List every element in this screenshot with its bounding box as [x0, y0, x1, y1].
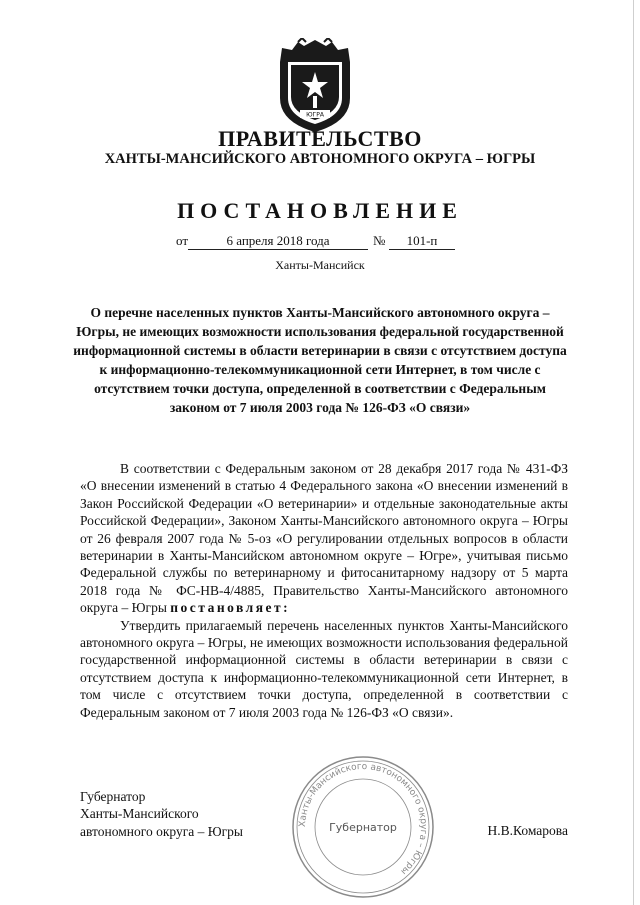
body-paragraph-2: Утвердить прилагаемый перечень населенных пунктов Ханты-Мансийского автономного округа – Югры, не имеющих возможности использования федеральной государственной информационной системы в области ветеринарии в связи с отсутствием доступа к информационно-телекоммуникационной сети Интернет, в том числе с отсутствием точки доступа, определенной в соответствии с Федеральным законом от 7 июля 2003 года № 126-ФЗ «О связи». — [80, 617, 568, 720]
city-name: Ханты-Мансийск — [275, 258, 365, 272]
number-label: № — [373, 233, 386, 248]
document-date: 6 апреля 2018 года — [188, 233, 368, 250]
date-number-line — [0, 233, 640, 253]
government-subtitle: ХАНТЫ-МАНСИЙСКОГО АВТОНОМНОГО ОКРУГА – ЮГРЫ — [104, 151, 536, 167]
signatory-line-1: Губернатор — [80, 789, 146, 804]
body-paragraph-1 — [80, 460, 568, 617]
government-title: ПРАВИТЕЛЬСТВО — [218, 126, 422, 151]
stamp-center-text: Губернатор — [329, 821, 397, 834]
official-stamp — [288, 752, 438, 902]
signatory-line-2: Ханты-Мансийского — [80, 806, 199, 822]
decree-word: постановляет: — [170, 600, 291, 616]
document-type-title: ПОСТАНОВЛЕНИЕ — [177, 198, 463, 223]
date-label: от — [176, 233, 189, 248]
document-subject: О перечне населенных пунктов Ханты-Мансийского автономного округа – Югры, не имеющих возможности использования федеральной государственной информационной системы в области ветеринарии в связи с отсутствием доступа к информационно-телекоммуникационной сети Интернет, в том числе с отсутствием точки доступа, определенной в соответствии с Федеральным законом от 7 июля 2003 года № 126-ФЗ «О связи» — [73, 305, 567, 415]
signatory-name: Н.В.Комарова — [487, 823, 568, 838]
emblem-text: ЮГРА — [306, 111, 324, 119]
paragraph-1-text: В соответствии с Федеральным законом от 28 декабря 2017 года № 431-ФЗ «О внесении изменений в статью 4 Федерального закона «О внесении изменений в Закон Российской Федерации «О ветеринарии» и отдельные законодательные акты Российской Федерации», Законом Ханты-Мансийского автономного округа – Югры от 26 февраля 2007 года № 5-оз «О регулировании отдельных вопросов в области ветеринарии в Ханты-Мансийском автономном округе – Югре», учитывая письмо Федеральной службы по ветеринарному и фитосанитарному надзору от 5 марта 2018 года № ФС-НВ-4/4885, Правительство Ханты-Мансийского автономного округа – Югры — [80, 461, 568, 616]
document-number: 101-п — [389, 233, 455, 250]
document-body — [80, 460, 568, 721]
signatory-line-3: автономного округа – Югры — [80, 823, 243, 839]
coat-of-arms-emblem — [274, 38, 356, 136]
stamp-ring-text: Ханты-Мансийского автономного округа – Югры — [297, 761, 429, 877]
signatory-title — [80, 788, 243, 840]
